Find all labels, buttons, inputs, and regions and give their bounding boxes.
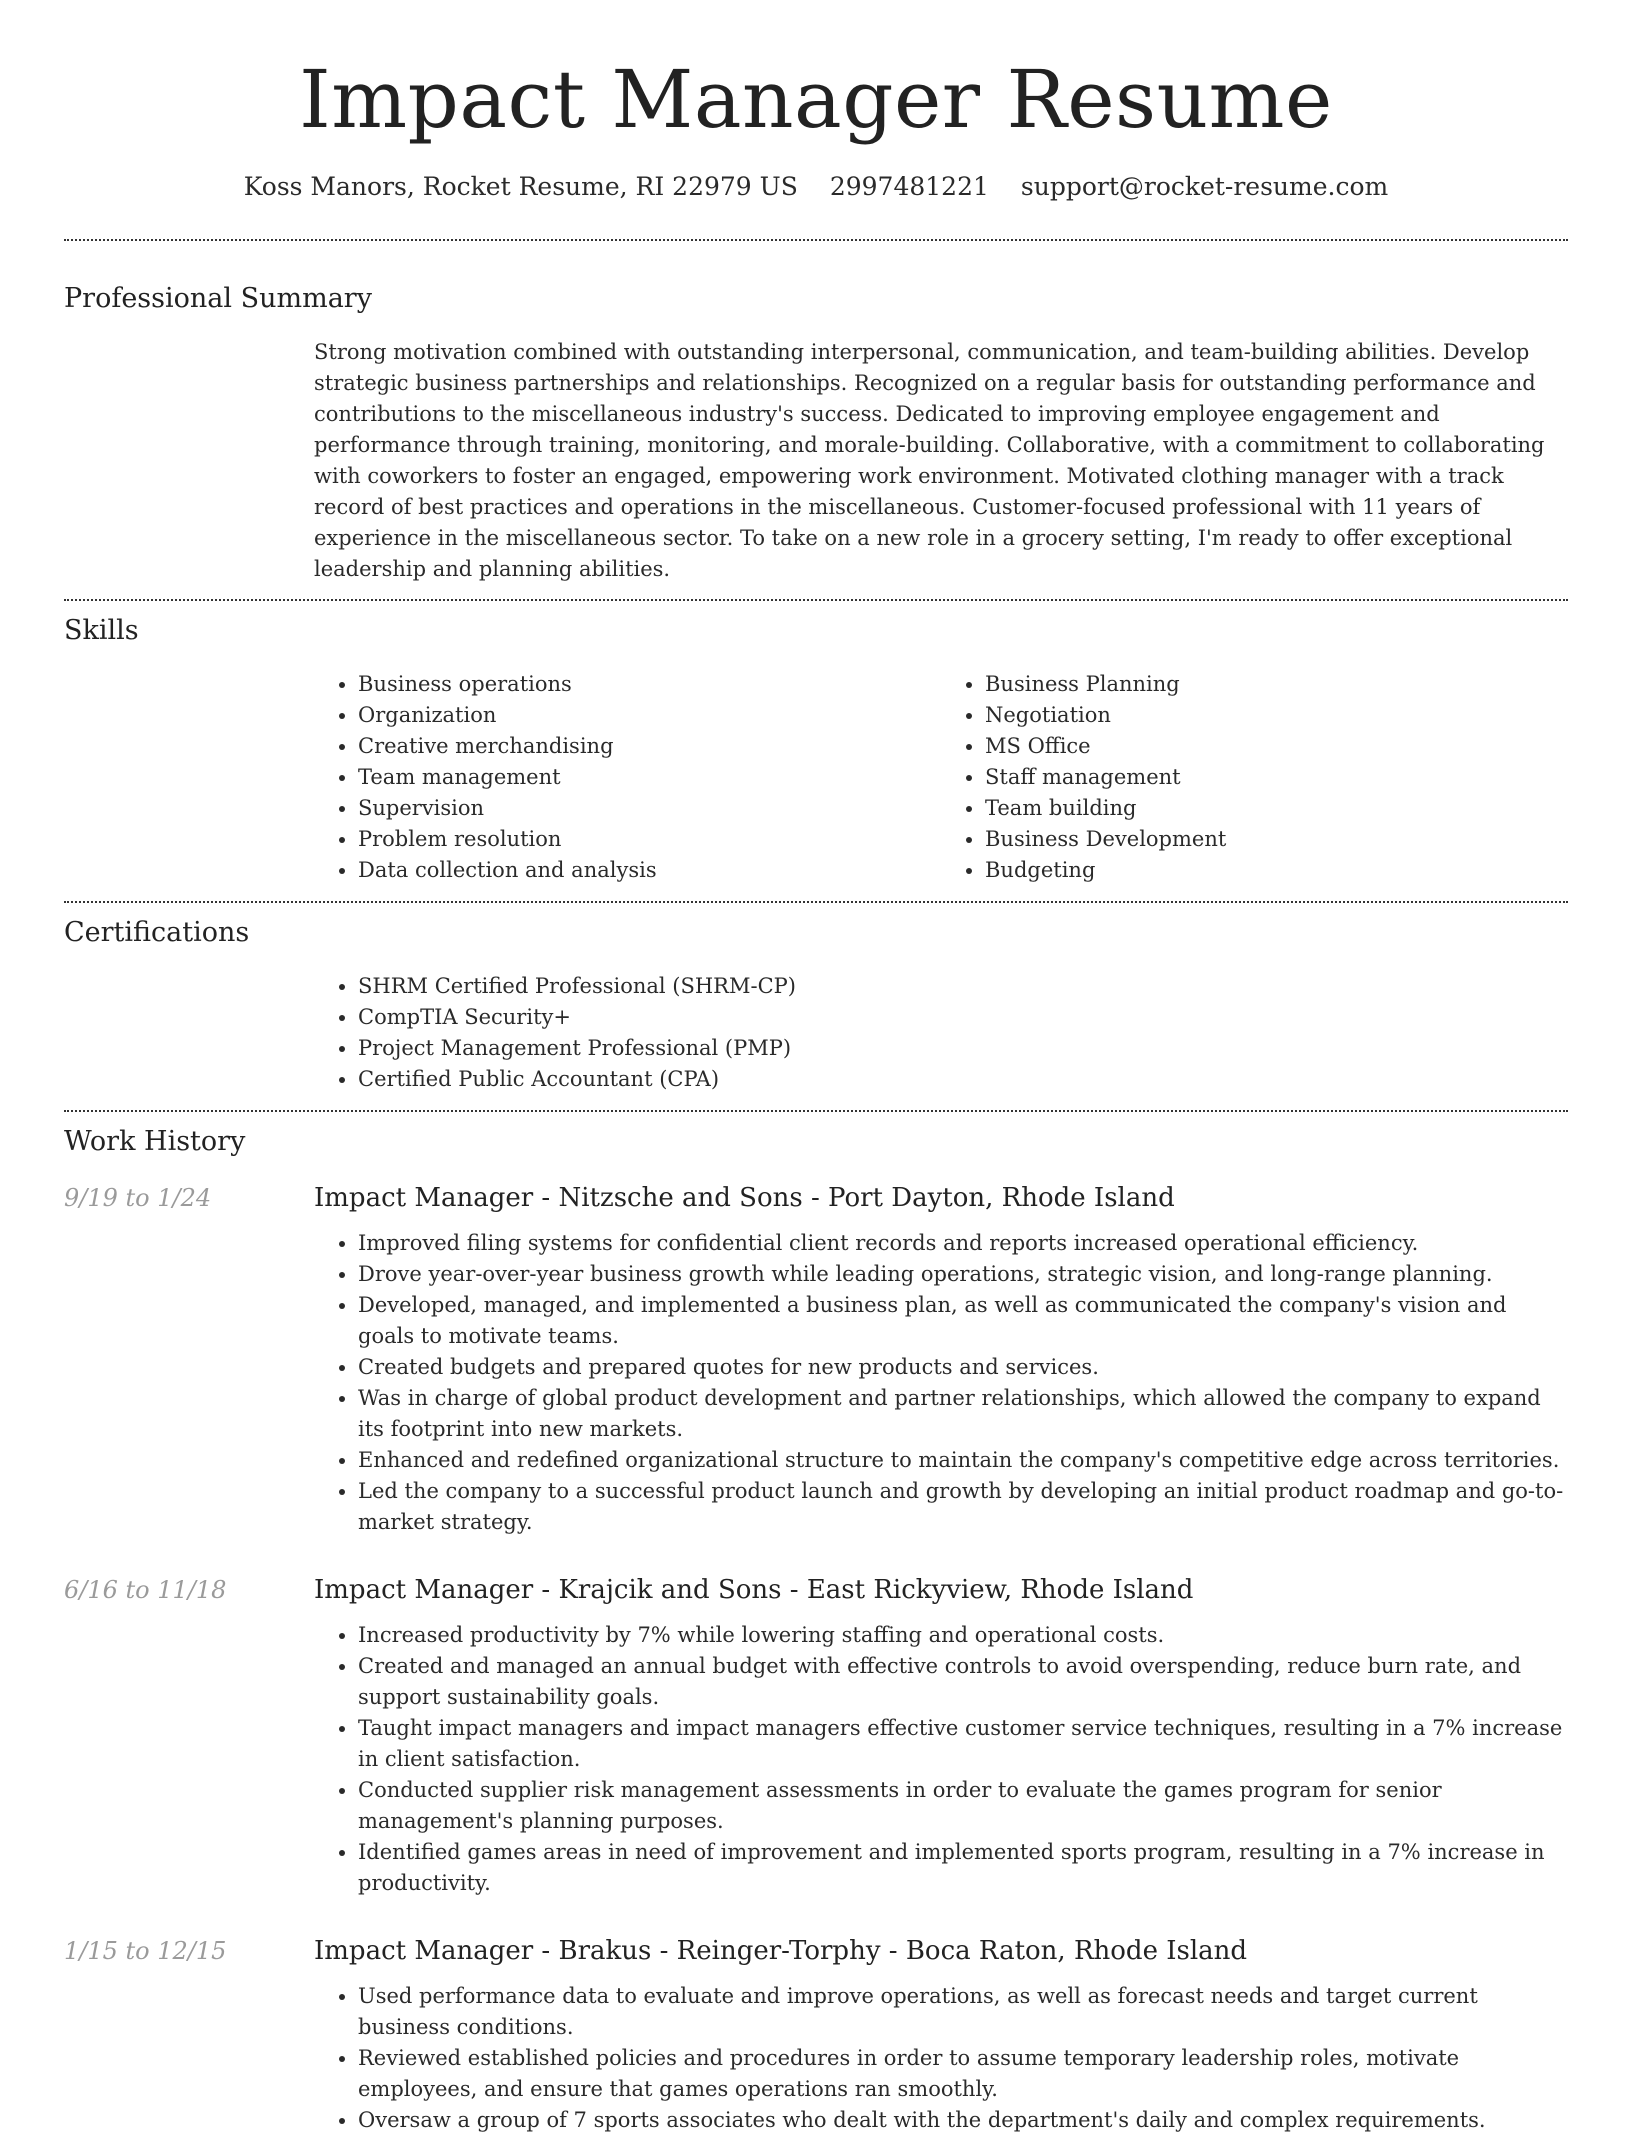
skill-item: • Team building bbox=[985, 793, 1568, 824]
skill-item: • Business Planning bbox=[985, 669, 1568, 700]
job-duty-item: • Reviewed established policies and procedures in order to assume temporary leadership roles, motivate employees, and ensure that games operations ran smoothly. bbox=[358, 2043, 1568, 2105]
job-header bbox=[64, 1572, 1568, 1608]
skill-item: • Business Development bbox=[985, 824, 1568, 855]
skill-item: • Negotiation bbox=[985, 700, 1568, 731]
job-dates: 9/19 to 1/24 bbox=[64, 1184, 212, 1212]
summary-heading: Professional Summary bbox=[64, 283, 372, 314]
job-duty-item: • Enhanced and redefined organizational structure to maintain the company's competitive edge across territories. bbox=[358, 1445, 1568, 1476]
job-title: Impact Manager - Nitzsche and Sons - Port Dayton, Rhode Island bbox=[314, 1183, 1175, 1213]
job-duty-item: • Drove year-over-year business growth while leading operations, strategic vision, and long-range planning. bbox=[358, 1259, 1568, 1290]
skill-item: • Team management bbox=[358, 762, 941, 793]
job-duty-item: • Used performance data to evaluate and improve operations, as well as forecast needs and target current business conditions. bbox=[358, 1981, 1568, 2043]
job-duty-item: • Identified games areas in need of improvement and implemented sports program, resulting in a 7% increase in productivity. bbox=[358, 1837, 1568, 1899]
job-duties bbox=[314, 1228, 1568, 1538]
certification-item: • CompTIA Security+ bbox=[358, 1002, 1568, 1033]
section-divider bbox=[64, 1110, 1568, 1112]
job-duty-item: • Increased productivity by 7% while lowering staffing and operational costs. bbox=[358, 1620, 1568, 1651]
contact-email: support@rocket-resume.com bbox=[1020, 172, 1389, 201]
certification-item: • Certified Public Accountant (CPA) bbox=[358, 1064, 1568, 1095]
skill-item: • Organization bbox=[358, 700, 941, 731]
certification-item: • Project Management Professional (PMP) bbox=[358, 1033, 1568, 1064]
certification-item: • SHRM Certified Professional (SHRM-CP) bbox=[358, 971, 1568, 1002]
job-duties bbox=[314, 1620, 1568, 1899]
skill-item: • Creative merchandising bbox=[358, 731, 941, 762]
work-history-heading: Work History bbox=[64, 1126, 246, 1157]
skill-item: • Business operations bbox=[358, 669, 941, 700]
contact-address: Koss Manors, Rocket Resume, RI 22979 US bbox=[243, 172, 798, 201]
job-entry bbox=[64, 1180, 1568, 1538]
job-duty-item: • Was in charge of global product development and partner relationships, which allowed the company to expand its footprint into new markets. bbox=[358, 1383, 1568, 1445]
summary-text: Strong motivation combined with outstanding interpersonal, communication, and team-building abilities. Develop strategic business partnerships and relationships. Recognized on a regular basis for outstanding performance and contributions to the miscellaneous industry's success. Dedicated to improving employee engagement and performance through training, monitoring, and morale-building. Collaborative, with a commitment to collaborating with coworkers to foster an engaged, empowering work environment. Motivated clothing manager with a track record of best practices and operations in the miscellaneous. Customer-focused professional with 11 years of experience in the miscellaneous sector. To take on a new role in a grocery setting, I'm ready to offer exceptional leadership and planning abilities. bbox=[314, 340, 1545, 581]
skill-item: • Staff management bbox=[985, 762, 1568, 793]
job-title: Impact Manager - Brakus - Reinger-Torphy - Boca Raton, Rhode Island bbox=[314, 1936, 1248, 1966]
job-duty-item: • Improved filing systems for confidential client records and reports increased operational efficiency. bbox=[358, 1228, 1568, 1259]
job-title: Impact Manager - Krajcik and Sons - East Rickyview, Rhode Island bbox=[314, 1575, 1194, 1605]
skill-item: • Problem resolution bbox=[358, 824, 941, 855]
section-divider bbox=[64, 599, 1568, 601]
skill-item: • MS Office bbox=[985, 731, 1568, 762]
section-divider bbox=[64, 901, 1568, 903]
job-dates: 1/15 to 12/15 bbox=[64, 1937, 227, 1965]
job-header bbox=[64, 1933, 1568, 1969]
certifications-items bbox=[314, 971, 1568, 1095]
skills-heading: Skills bbox=[64, 615, 139, 646]
certifications-list bbox=[314, 971, 1568, 1095]
skills-list bbox=[314, 669, 1568, 886]
skill-item: • Data collection and analysis bbox=[358, 855, 941, 886]
job-dates: 6/16 to 11/18 bbox=[64, 1576, 227, 1604]
job-entry bbox=[64, 1572, 1568, 1899]
skill-item: • Budgeting bbox=[985, 855, 1568, 886]
job-duty-item: • Developed, managed, and implemented a business plan, as well as communicated the company's vision and goals to motivate teams. bbox=[358, 1290, 1568, 1352]
contact-phone: 2997481221 bbox=[829, 172, 989, 201]
contact-line bbox=[64, 170, 1568, 204]
job-duties bbox=[314, 1981, 1568, 2136]
work-history-list bbox=[64, 1180, 1568, 2136]
job-duty-item: • Taught impact managers and impact managers effective customer service techniques, resulting in a 7% increase in client satisfaction. bbox=[358, 1713, 1568, 1775]
skill-item: • Supervision bbox=[358, 793, 941, 824]
job-duties-list bbox=[314, 1981, 1568, 2136]
job-duty-item: • Oversaw a group of 7 sports associates who dealt with the department's daily and complex requirements. bbox=[358, 2105, 1568, 2136]
job-entry bbox=[64, 1933, 1568, 2136]
job-duty-item: • Led the company to a successful product launch and growth by developing an initial product roadmap and go-to-market strategy. bbox=[358, 1476, 1568, 1538]
job-duty-item: • Created budgets and prepared quotes for new products and services. bbox=[358, 1352, 1568, 1383]
job-duties-list bbox=[314, 1228, 1568, 1538]
job-duty-item: • Conducted supplier risk management assessments in order to evaluate the games program for senior management's planning purposes. bbox=[358, 1775, 1568, 1837]
job-duties-list bbox=[314, 1620, 1568, 1899]
job-header bbox=[64, 1180, 1568, 1216]
resume-title: Impact Manager Resume bbox=[299, 53, 1333, 146]
job-duty-item: • Created and managed an annual budget with effective controls to avoid overspending, reduce burn rate, and support sustainability goals. bbox=[358, 1651, 1568, 1713]
section-divider bbox=[64, 239, 1568, 241]
skills-column-right bbox=[941, 669, 1568, 886]
certifications-heading: Certifications bbox=[64, 917, 250, 948]
skills-column-left bbox=[314, 669, 941, 886]
